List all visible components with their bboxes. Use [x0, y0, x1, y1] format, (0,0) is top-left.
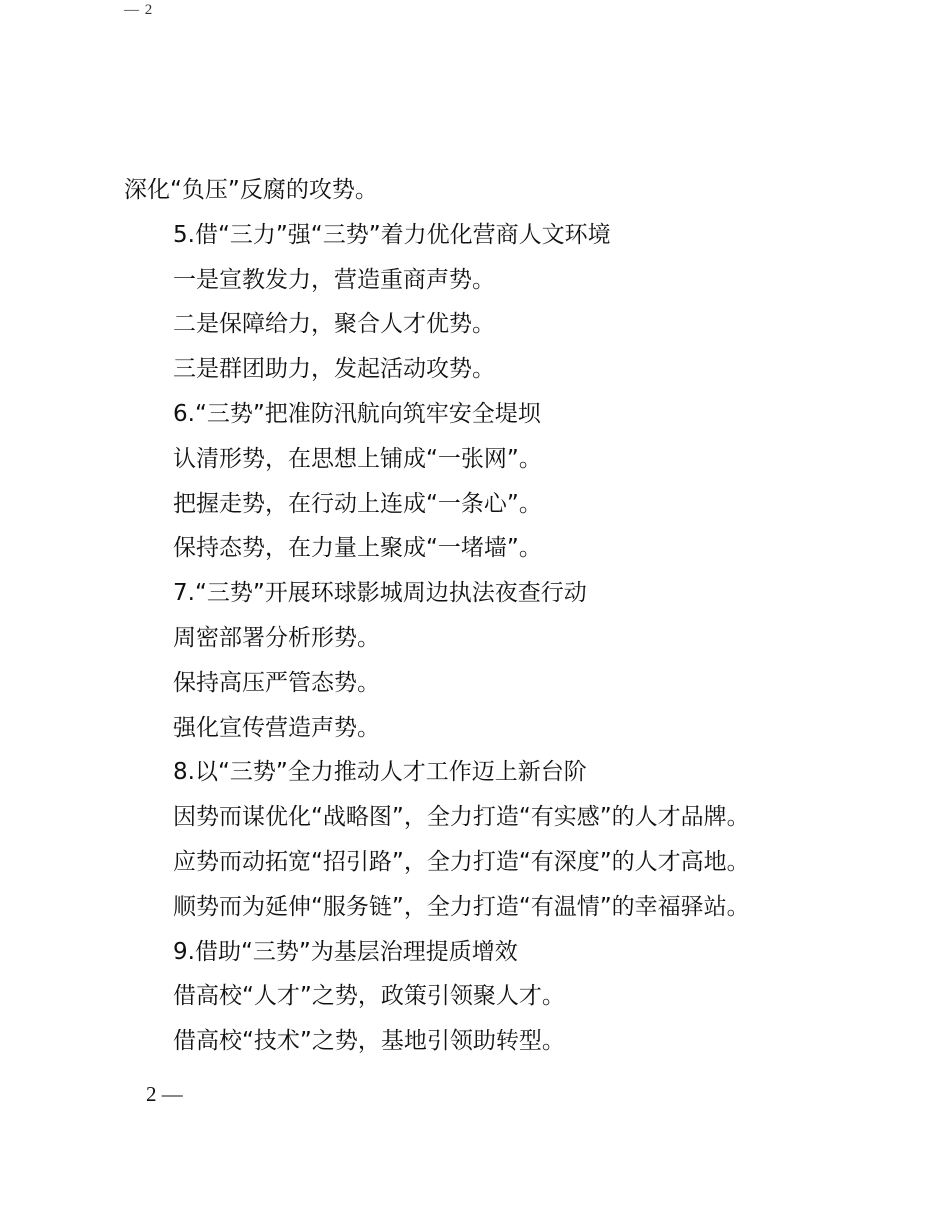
footer-page-number: 2 — [146, 1082, 183, 1106]
text-line: 一是宣教发力，营造重商声势。 [173, 266, 495, 293]
section-heading: 6.“三势”把准防汛航向筑牢安全堤坝 [173, 400, 541, 427]
text-line: 应势而动拓宽“招引路”，全力打造“有深度”的人才高地。 [173, 848, 750, 875]
text-line: 二是保障给力，聚合人才优势。 [173, 311, 495, 338]
text-line: 三是群团助力，发起活动攻势。 [173, 356, 495, 383]
section-heading: 8.以“三势”全力推动人才工作迈上新台阶 [173, 759, 587, 786]
text-line: 保持高压严管态势。 [173, 669, 380, 696]
text-line: 因势而谋优化“战略图”，全力打造“有实感”的人才品牌。 [173, 804, 750, 831]
header-page-number: — 2 [124, 2, 154, 18]
section-heading: 7.“三势”开展环球影城周边执法夜查行动 [173, 580, 587, 607]
text-line: 认清形势，在思想上铺成“一张网”。 [173, 445, 542, 472]
text-line: 顺势而为延伸“服务链”，全力打造“有温情”的幸福驿站。 [173, 893, 750, 920]
text-line: 强化宣传营造声势。 [173, 714, 380, 741]
section-heading: 9.借助“三势”为基层治理提质增效 [173, 938, 518, 965]
text-line: 把握走势，在行动上连成“一条心”。 [173, 490, 542, 517]
text-line: 借高校“技术”之势，基地引领助转型。 [173, 1028, 565, 1055]
document-body [0, 172, 950, 1068]
section-heading: 5.借“三力”强“三势”着力优化营商人文环境 [173, 221, 611, 248]
text-line: 深化“负压”反腐的攻势。 [124, 177, 378, 203]
text-line: 借高校“人才”之势，政策引领聚人才。 [173, 983, 565, 1010]
text-line: 周密部署分析形势。 [173, 624, 380, 651]
text-line: 保持态势，在力量上聚成“一堵墙”。 [173, 535, 542, 562]
